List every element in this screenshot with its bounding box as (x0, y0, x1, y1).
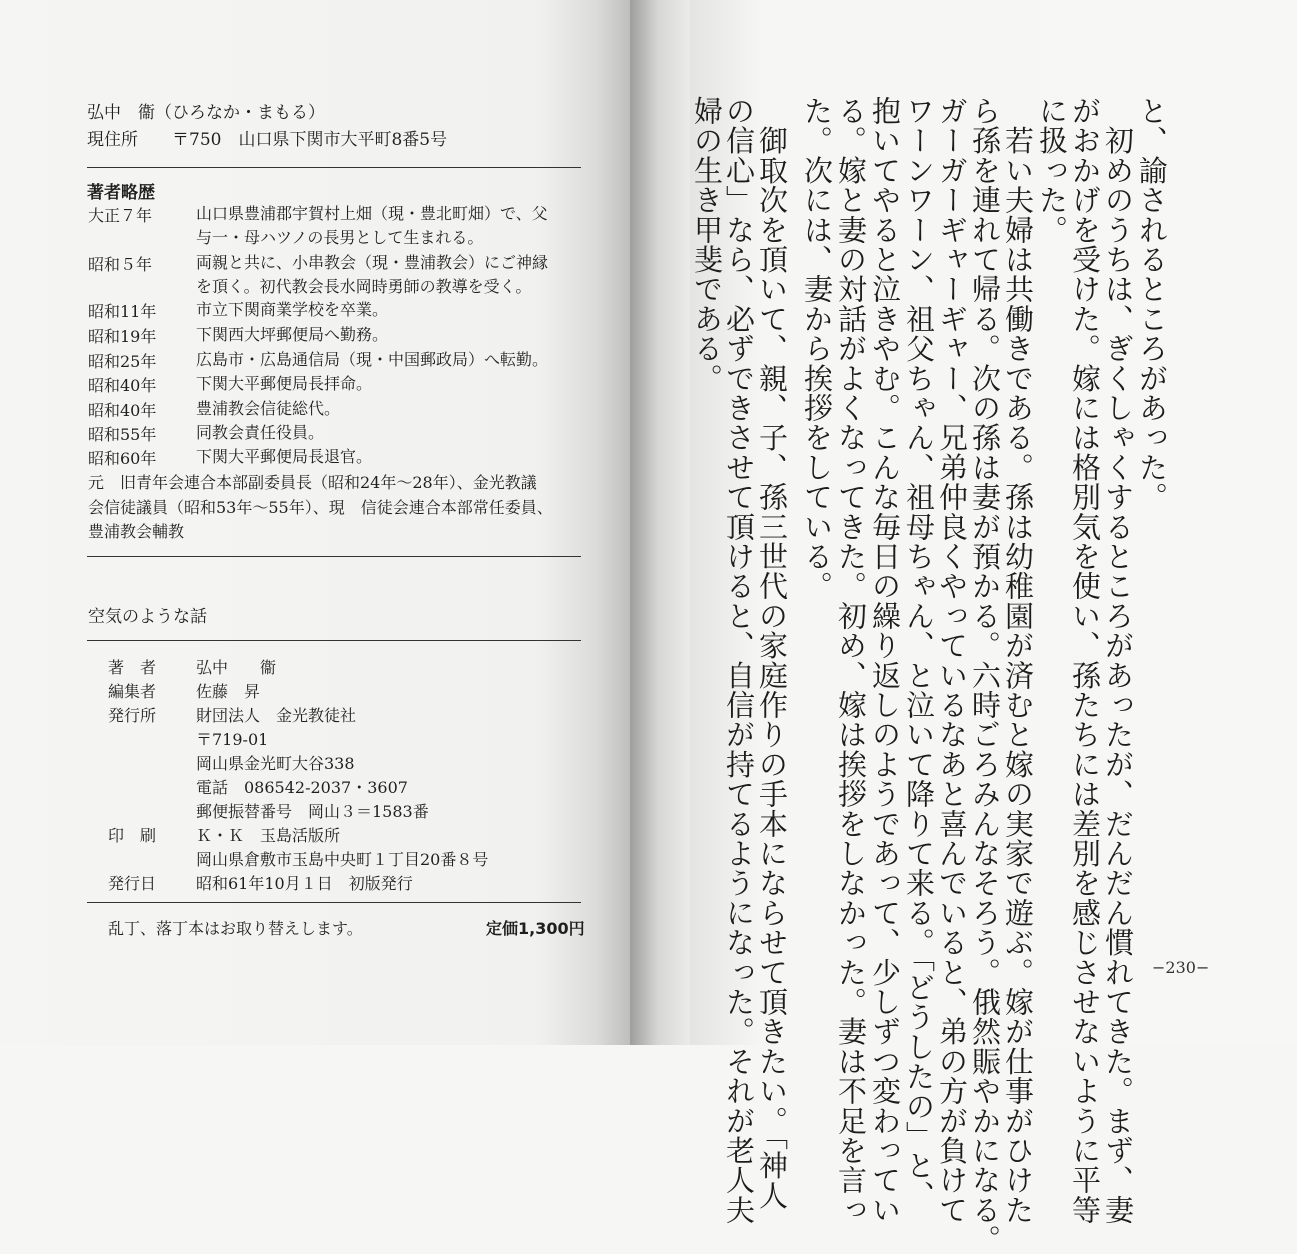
divider-mid (87, 556, 581, 557)
biography-title: 著者略歴 (87, 183, 155, 203)
bio-year: 昭和５年 (88, 255, 153, 274)
colophon-label: 著 者 (108, 658, 157, 677)
text-column: 婦の生き甲斐である。 (690, 96, 724, 393)
bio-other-line: 元 旧青年会連合本部副委員長（昭和24年～28年）、金光教議 (88, 473, 537, 492)
colophon-value: 佐藤 昇 (196, 682, 261, 701)
text-column: る。嫁と妻の対話がよくなってきた。初め、嫁は挨拶をしなかった。妻は不足を言っ (834, 96, 868, 1225)
address-value: 〒750 山口県下関市大平町8番5号 (172, 130, 448, 150)
divider-bottom (87, 902, 581, 903)
bio-line: 広島市・広島通信局（現・中国郵政局）へ転勤。 (196, 350, 549, 369)
bio-year: 昭和40年 (88, 401, 157, 420)
replacement-notice: 乱丁、落丁本はお取り替えします。 (108, 919, 363, 938)
bio-line: 下関大平郵便局長退官。 (196, 447, 373, 466)
colophon-value: 〒719-01 (196, 730, 269, 749)
divider-top (87, 167, 581, 168)
colophon-value: 昭和61年10月１日 初版発行 (196, 874, 413, 893)
bio-line: 与一・母ハツノの長男として生まれる。 (196, 228, 484, 247)
bio-line: 同教会責任役員。 (196, 423, 325, 442)
text-column: に扱った。 (1035, 96, 1069, 245)
bio-line: 山口県豊浦郡宇賀村上畑（現・豊北町畑）で、父 (196, 204, 548, 223)
author-name: 弘中 衞（ひろなか・まもる） (87, 103, 325, 123)
text-column: がおかげを受けた。嫁には格別気を使い、孫たちには差別を感じさせないように平等 (1068, 96, 1102, 1225)
text-column: ガーガーギャーギャー、兄弟仲良くやっているなあと喜んでいると、弟の方が負けて (935, 96, 969, 1225)
bio-year: 昭和11年 (88, 302, 157, 321)
colophon-label: 発行日 (108, 874, 157, 893)
bio-year: 昭和60年 (88, 449, 157, 468)
colophon-value: 岡山県金光町大谷338 (196, 754, 355, 773)
bio-line: 市立下関商業学校を卒業。 (196, 300, 389, 319)
text-column: 御取次を頂いて、親、子、孫三世代の家庭作りの手本にならせて頂きたい。「神人 (755, 96, 789, 1211)
colophon-value: 電話 086542-2037・3607 (196, 778, 408, 797)
text-column: 初めのうちは、ぎくしゃくするところがあったが、だんだん慣れてきた。まず、妻 (1101, 96, 1135, 1225)
bio-year: 昭和55年 (88, 425, 157, 444)
bio-line: 両親と共に、小串教会（現・豊浦教会）にご神縁 (196, 253, 549, 272)
colophon-value: 弘中 衞 (196, 658, 277, 677)
bio-other-line: 会信徒議員（昭和53年～55年）、現 信徒会連合本部常任委員、 (88, 498, 553, 517)
book-title: 空気のような話 (88, 607, 207, 627)
bio-year: 昭和25年 (88, 352, 157, 371)
bio-year: 昭和19年 (88, 327, 157, 346)
colophon-label: 発行所 (108, 706, 157, 725)
colophon-value: 財団法人 金光教徒社 (196, 706, 357, 725)
page-number: −230− (1152, 958, 1210, 977)
left-page (0, 0, 640, 1045)
bio-line: 豊浦教会信徒総代。 (196, 399, 341, 418)
price-label: 定価1,300円 (486, 919, 585, 938)
bio-other-line: 豊浦教会輔教 (88, 522, 185, 541)
text-column: と、諭されるところがあった。 (1135, 96, 1169, 512)
bio-line: 下関大平郵便局長拝命。 (196, 374, 373, 393)
address-label: 現住所 (87, 130, 138, 150)
text-column: ら孫を連れて帰る。次の孫は妻が預かる。六時ごろみんなそろう。俄然賑やかになる。 (968, 96, 1002, 1254)
bio-year: 大正７年 (88, 206, 153, 225)
bio-line: 下関西大坪郵便局へ勤務。 (196, 325, 389, 344)
divider-colophon (87, 640, 581, 641)
bio-year: 昭和40年 (88, 376, 157, 395)
colophon-value: 岡山県倉敷市玉島中央町１丁目20番８号 (196, 850, 489, 869)
text-column: の信心」なら、必ずできさせて頂けると、自信が持てるようになった。それが老人夫 (722, 96, 756, 1225)
colophon-value: 郵便振替番号 岡山３＝1583番 (196, 802, 429, 821)
colophon-label: 編集者 (108, 682, 157, 701)
colophon-value: Ｋ・Ｋ 玉島活版所 (196, 826, 341, 845)
text-column: 若い夫婦は共働きである。孫は幼稚園が済むと嫁の実家で遊ぶ。嫁が仕事がひけた (1001, 96, 1035, 1225)
colophon-label: 印 刷 (108, 826, 157, 845)
bio-line: を頂く。初代教会長水岡時勇師の教導を受く。 (196, 277, 532, 296)
text-column: 抱いてやると泣きやむ。こんな毎日の繰り返しのようであって、少しずつ変わってい (868, 96, 902, 1225)
text-column: ワーンワーン、祖父ちゃん、祖母ちゃん、と泣いて降りて来る。「どうしたの」と、 (902, 96, 936, 1211)
text-column: た。次には、妻から挨拶をしている。 (800, 96, 834, 601)
